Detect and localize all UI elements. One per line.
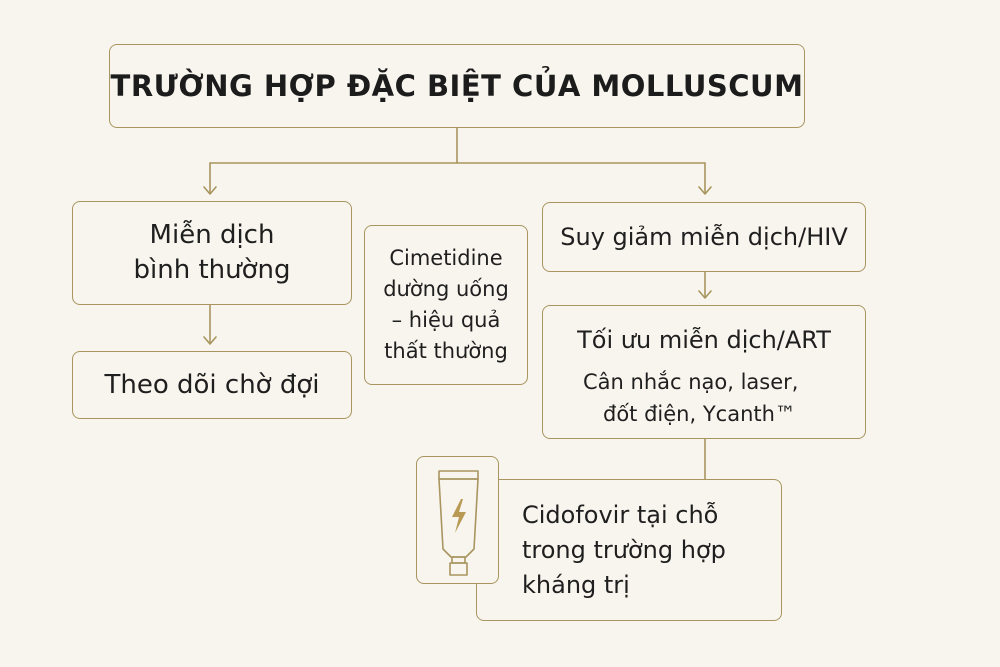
optimize-immunity-art-box	[542, 305, 866, 439]
title-box	[109, 44, 805, 128]
immunosuppression-hiv-box	[542, 202, 866, 272]
cimetidine-line-2: dường uống	[383, 277, 509, 301]
treatment-options-line-2: đốt điện, Ycanth™	[603, 402, 796, 426]
watchful-waiting-label: Theo dõi chờ đợi	[104, 370, 320, 400]
cidofovir-box	[476, 479, 782, 621]
optimize-immunity-title: Tối ưu miễn dịch/ART	[577, 326, 831, 354]
treatment-options-line-1: Cân nhắc nạo, laser,	[583, 370, 799, 394]
lightning-bolt-icon	[452, 499, 466, 533]
cidofovir-line-1: Cidofovir tại chỗ	[522, 501, 719, 529]
watchful-waiting-box	[72, 351, 352, 419]
ointment-tube-icon	[417, 457, 500, 585]
cimetidine-note-box	[364, 225, 528, 385]
immunosuppression-hiv-label: Suy giảm miễn dịch/HIV	[560, 223, 848, 251]
normal-immunity-box	[72, 201, 352, 305]
cimetidine-line-4: thất thường	[384, 339, 508, 363]
cidofovir-line-3: kháng trị	[522, 571, 630, 599]
normal-immunity-line-2: bình thường	[133, 255, 291, 285]
tube-icon-box	[416, 456, 499, 584]
cidofovir-line-2: trong trường hợp	[522, 536, 726, 564]
cimetidine-line-1: Cimetidine	[389, 246, 503, 270]
diagram-title: TRƯỜNG HỢP ĐẶC BIỆT CỦA MOLLUSCUM	[110, 69, 804, 103]
normal-immunity-line-1: Miễn dịch	[149, 220, 275, 250]
cimetidine-line-3: – hiệu quả	[391, 308, 501, 332]
